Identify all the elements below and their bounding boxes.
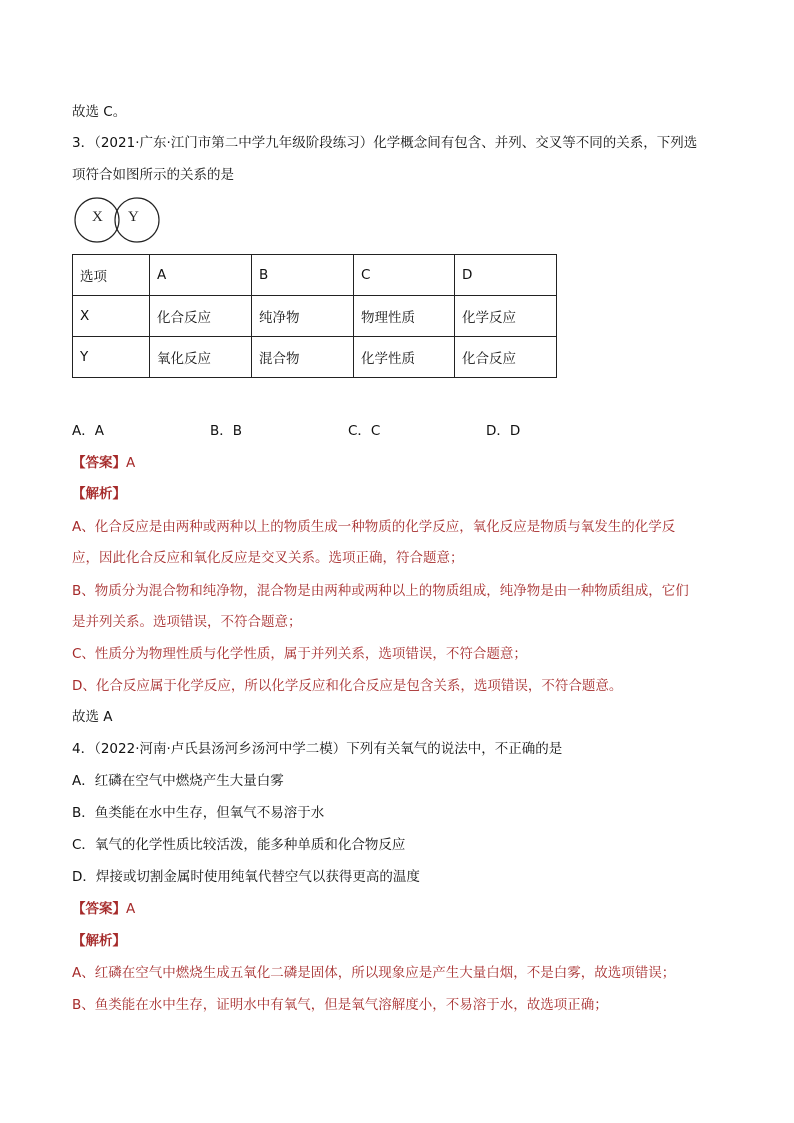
q3-conclusion	[72, 707, 113, 727]
q3-analysis-line: B、物质分为混合物和纯净物，混合物是由两种或两种以上的物质组成，纯净物是由一种物质组成，它们	[72, 583, 689, 599]
table-row	[73, 337, 557, 378]
table-cell: C	[354, 255, 455, 296]
table-row	[73, 255, 557, 296]
options-table	[72, 254, 557, 378]
table-row	[73, 296, 557, 337]
conclusion-text: 故选 A	[72, 709, 113, 725]
q3-answer	[72, 453, 135, 473]
table-cell: X	[73, 296, 150, 337]
table-cell: 混合物	[252, 337, 354, 378]
q4-option-b: B．鱼类能在水中生存，但氧气不易溶于水	[72, 805, 325, 821]
answer-value: A	[126, 455, 136, 471]
q4-analysis-line: A、红磷在空气中燃烧生成五氧化二磷是固体，所以现象应是产生大量白烟，不是白雾，故选项错误；	[72, 965, 676, 981]
q3-choice-c: C．C	[348, 423, 381, 439]
venn-diagram	[72, 193, 164, 247]
q4-answer	[72, 899, 135, 919]
q3-choice-d: D．D	[486, 423, 521, 439]
q3-analysis-line: 是并列关系。选项错误，不符合题意；	[72, 614, 302, 630]
q3-choice-b: B．B	[210, 423, 243, 439]
q4-option-c: C．氧气的化学性质比较活泼，能多种单质和化合物反应	[72, 837, 406, 853]
table-cell: 化合反应	[150, 296, 252, 337]
answer-value: A	[126, 901, 136, 917]
q3-analysis-tag	[72, 484, 126, 504]
q3-choice-a: A．A	[72, 423, 104, 439]
q3-analysis-line: 应，因此化合反应和氧化反应是交叉关系。选项正确，符合题意；	[72, 550, 464, 566]
q3-analysis-line: C、性质分为物理性质与化学性质，属于并列关系，选项错误，不符合题意；	[72, 646, 527, 662]
q3-stem-line2: 项符合如图所示的关系的是	[72, 167, 234, 183]
table-cell: A	[150, 255, 252, 296]
q3-analysis-line: D、化合反应属于化学反应，所以化学反应和化合反应是包含关系，选项错误，不符合题意。	[72, 678, 623, 694]
table-cell: 选项	[73, 255, 150, 296]
table-cell: 化合反应	[455, 337, 557, 378]
venn-label-x: X	[92, 209, 103, 225]
q4-analysis-tag	[72, 931, 126, 951]
table-cell: Y	[73, 337, 150, 378]
q3-stem-line1: 3．（2021·广东·江门市第二中学九年级阶段练习）化学概念间有包含、并列、交叉等不同的关系，下列选	[72, 135, 698, 151]
table-cell: 氧化反应	[150, 337, 252, 378]
q4-option-d: D．焊接或切割金属时使用纯氧代替空气以获得更高的温度	[72, 869, 420, 885]
analysis-tag: 【解析】	[72, 933, 126, 949]
venn-label-y: Y	[128, 209, 139, 225]
table-cell: 物理性质	[354, 296, 455, 337]
table-cell: B	[252, 255, 354, 296]
q4-stem: 4．（2022·河南·卢氏县汤河乡汤河中学二模）下列有关氧气的说法中，不正确的是	[72, 741, 563, 757]
previous-conclusion: 故选 C。	[72, 104, 127, 120]
table-cell: 化学性质	[354, 337, 455, 378]
q4-analysis-line: B、鱼类能在水中生存，证明水中有氧气，但是氧气溶解度小，不易溶于水，故选项正确；	[72, 997, 608, 1013]
answer-tag: 【答案】	[72, 901, 126, 917]
table-cell: 纯净物	[252, 296, 354, 337]
analysis-tag: 【解析】	[72, 486, 126, 502]
table-cell: 化学反应	[455, 296, 557, 337]
q4-option-a: A．红磷在空气中燃烧产生大量白雾	[72, 773, 284, 789]
table-cell: D	[455, 255, 557, 296]
q3-analysis-line: A、化合反应是由两种或两种以上的物质生成一种物质的化学反应，氧化反应是物质与氧发生的化学反	[72, 519, 676, 535]
answer-tag: 【答案】	[72, 455, 126, 471]
